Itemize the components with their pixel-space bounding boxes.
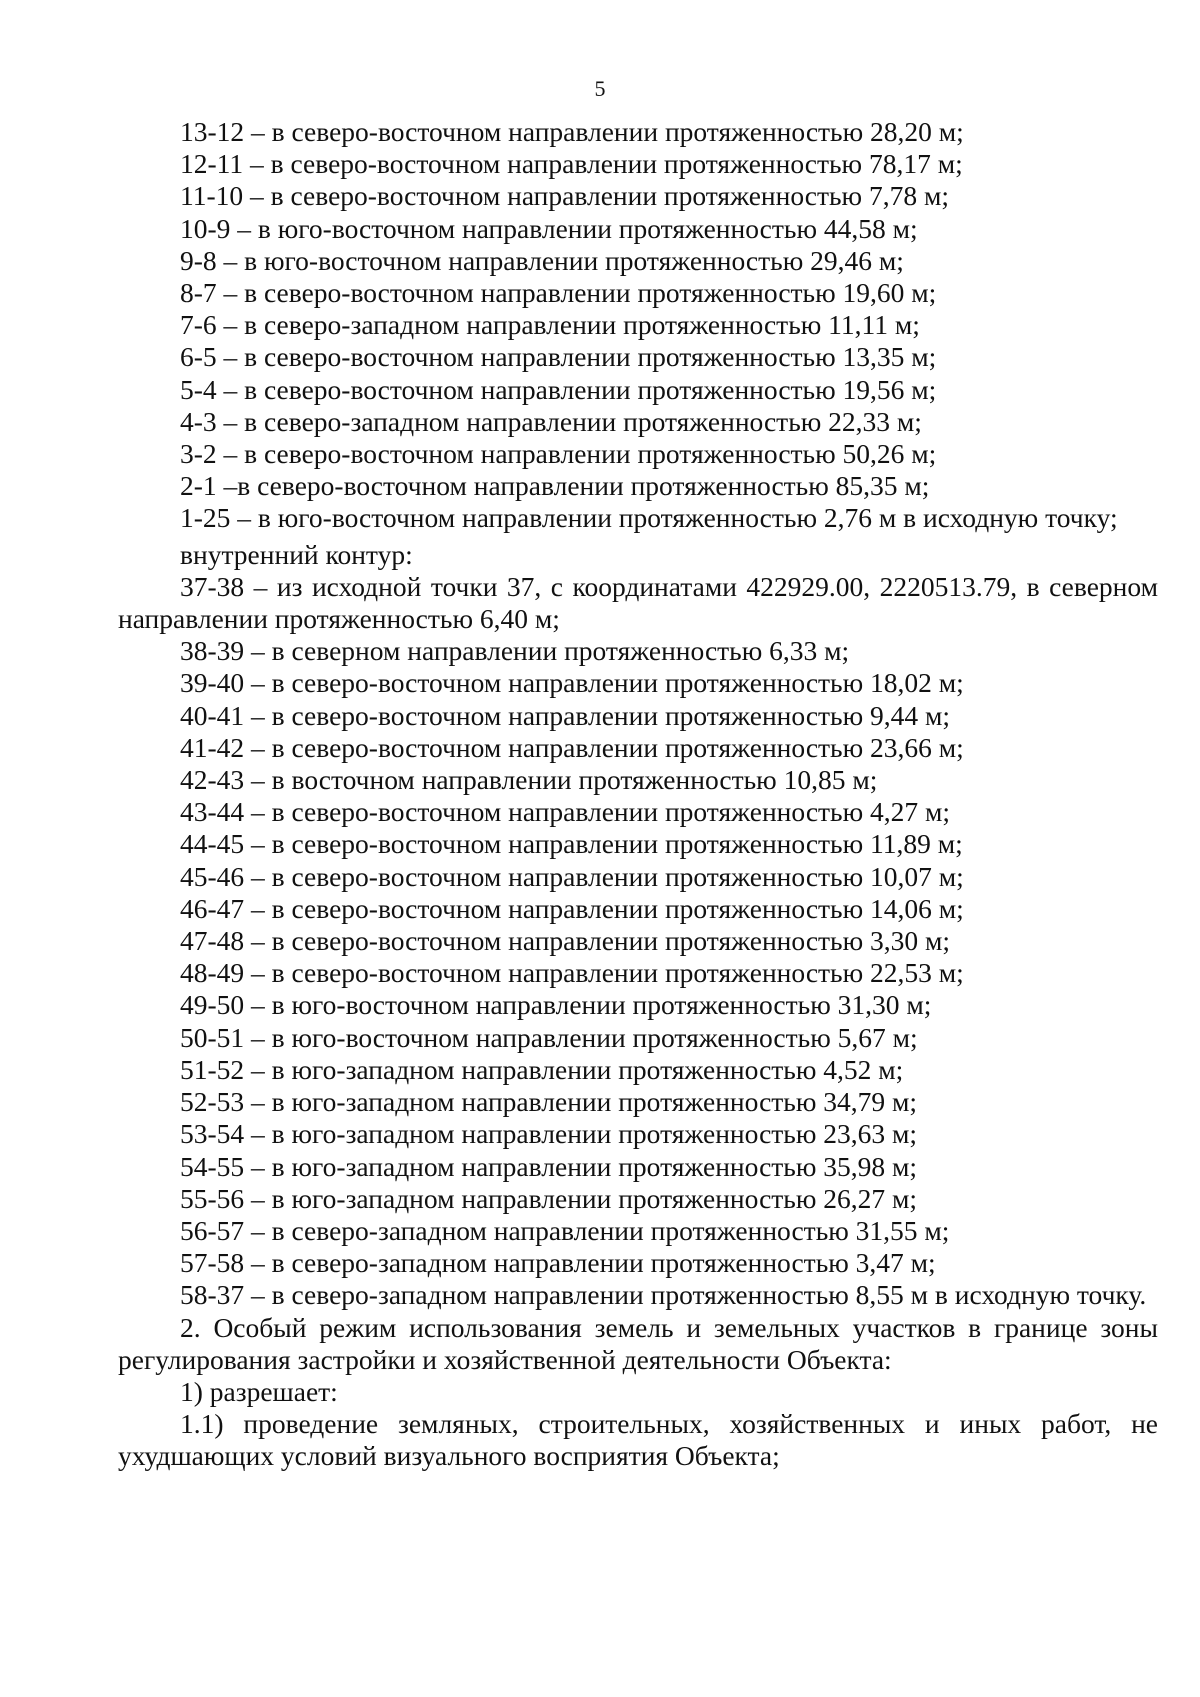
contour-segment: 51-52 – в юго-западном направлении протяженностью 4,52 м; <box>180 1053 904 1085</box>
contour-segment: 38-39 – в северном направлении протяженностью 6,33 м; <box>180 635 850 667</box>
contour-segment: 9-8 – в юго-восточном направлении протяженностью 29,46 м; <box>180 244 904 276</box>
contour-segment: 44-45 – в северо-восточном направлении протяженностью 11,89 м; <box>180 828 963 860</box>
contour-segment: 2-1 –в северо-восточном направлении протяженностью 85,35 м; <box>180 470 930 502</box>
contour-segment: 12-11 – в северо-восточном направлении протяженностью 78,17 м; <box>180 148 963 180</box>
contour-segment: 45-46 – в северо-восточном направлении протяженностью 10,07 м; <box>180 860 964 892</box>
contour-segment: 11-10 – в северо-восточном направлении протяженностью 7,78 м; <box>180 180 950 212</box>
contour-segment: 41-42 – в северо-восточном направлении протяженностью 23,66 м; <box>180 731 964 763</box>
contour-segment: 4-3 – в северо-западном направлении протяженностью 22,33 м; <box>180 405 922 437</box>
contour-segment: 40-41 – в северо-восточном направлении протяженностью 9,44 м; <box>180 699 951 731</box>
contour-segment: 57-58 – в северо-западном направлении протяженностью 3,47 м; <box>180 1247 936 1279</box>
contour-segment: 48-49 – в северо-восточном направлении протяженностью 22,53 м; <box>180 957 964 989</box>
section-2-paragraph: 2. Особый режим использования земель и земельных участков в границе зоны регулирования застройки и хозяйственной деятельности Объекта: <box>118 1311 1158 1375</box>
contour-segment: 7-6 – в северо-западном направлении протяженностью 11,11 м; <box>180 309 920 341</box>
contour-segment: 52-53 – в юго-западном направлении протяженностью 34,79 м; <box>180 1086 918 1118</box>
contour-segment-start: 37-38 – из исходной точки 37, с координатами 422929.00, 2220513.79, в северном направлении протяженностью 6,40 м; <box>118 570 1158 635</box>
contour-segment: 10-9 – в юго-восточном направлении протяженностью 44,58 м; <box>180 212 918 244</box>
contour-segment: 47-48 – в северо-восточном направлении протяженностью 3,30 м; <box>180 925 951 957</box>
contour-segment: 55-56 – в юго-западном направлении протяженностью 26,27 м; <box>180 1182 918 1214</box>
inner-contour-heading: внутренний контур: <box>180 538 413 570</box>
contour-segment: 46-47 – в северо-восточном направлении протяженностью 14,06 м; <box>180 892 964 924</box>
contour-segment: 53-54 – в юго-западном направлении протяженностью 23,63 м; <box>180 1118 918 1150</box>
contour-segment-final: 58-37 – в северо-западном направлении протяженностью 8,55 м в исходную точку. <box>180 1279 1147 1311</box>
page-number: 5 <box>594 76 606 101</box>
contour-segment: 39-40 – в северо-восточном направлении протяженностью 18,02 м; <box>180 667 964 699</box>
contour-segment: 49-50 – в юго-восточном направлении протяженностью 31,30 м; <box>180 989 932 1021</box>
contour-segment: 5-4 – в северо-восточном направлении протяженностью 19,56 м; <box>180 373 937 405</box>
item-1-1: 1.1) проведение земляных, строительных, хозяйственных и иных работ, не ухудшающих условий визуального восприятия Объекта; <box>118 1408 1158 1472</box>
item-1: 1) разрешает: <box>180 1375 338 1407</box>
contour-segment: 50-51 – в юго-восточном направлении протяженностью 5,67 м; <box>180 1021 918 1053</box>
document-body <box>118 116 1158 1473</box>
contour-segment-final: 1-25 – в юго-восточном направлении протяженностью 2,76 м в исходную точку; <box>180 502 1118 534</box>
contour-segment: 6-5 – в северо-восточном направлении протяженностью 13,35 м; <box>180 341 937 373</box>
contour-segment: 13-12 – в северо-восточном направлении протяженностью 28,20 м; <box>180 116 964 147</box>
contour-segment: 8-7 – в северо-восточном направлении протяженностью 19,60 м; <box>180 277 937 309</box>
contour-segment: 43-44 – в северо-восточном направлении протяженностью 4,27 м; <box>180 796 951 828</box>
contour-segment: 42-43 – в восточном направлении протяженностью 10,85 м; <box>180 764 878 796</box>
contour-segment: 56-57 – в северо-западном направлении протяженностью 31,55 м; <box>180 1214 950 1246</box>
contour-segment: 3-2 – в северо-восточном направлении протяженностью 50,26 м; <box>180 438 937 470</box>
contour-segment: 54-55 – в юго-западном направлении протяженностью 35,98 м; <box>180 1150 918 1182</box>
